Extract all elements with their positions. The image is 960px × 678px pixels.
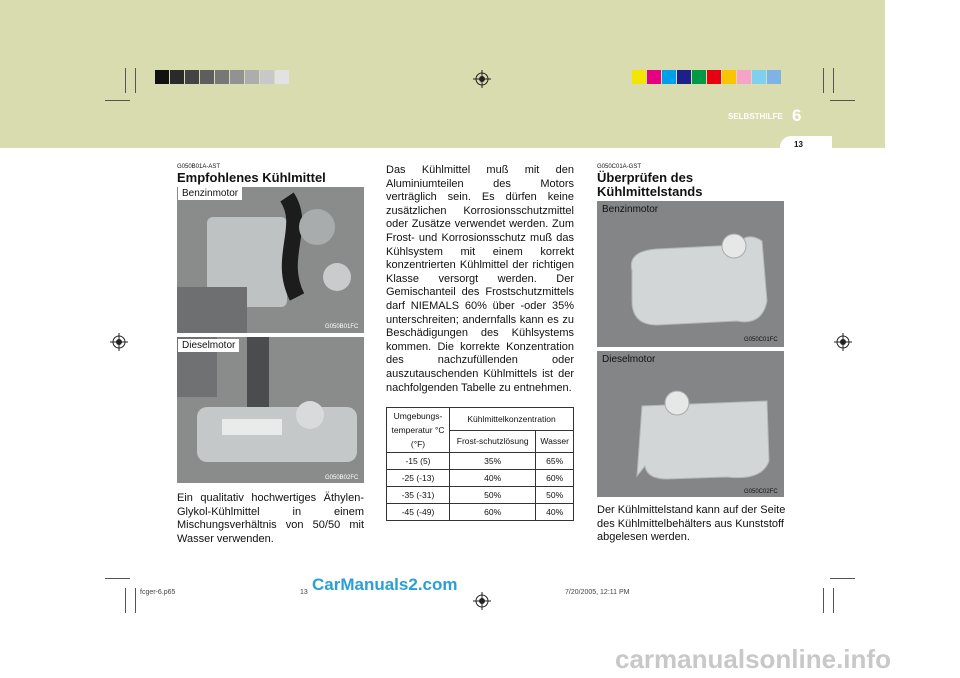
section-title-left: Empfohlenes Kühlmittel <box>177 170 326 185</box>
grey-swatch <box>230 70 244 84</box>
grey-swatch <box>170 70 184 84</box>
color-swatch <box>692 70 706 84</box>
photo-code-diesel: G050B02FC <box>325 475 359 481</box>
table-cell-temp: -45 (-49) <box>387 504 450 521</box>
table-row <box>387 487 574 504</box>
photo-label-diesel: Dieselmotor <box>178 339 239 352</box>
photo-label-petrol: Benzinmotor <box>178 187 242 200</box>
footer-page: 13 <box>300 589 308 596</box>
coolant-concentration-table <box>386 407 574 521</box>
paragraph-left: Ein qualitativ hochwertiges Äthylen-Glykol-Kühlmittel in einem Mischungsverhältnis von 50/50 mit Wasser verwenden. <box>177 492 364 545</box>
paragraph-right: Der Kühlmittelstand kann auf der Seite des Kühlmittelbehälters aus Kunststoff abgelesen werden. <box>597 504 786 544</box>
grey-swatch <box>215 70 229 84</box>
registration-crosshair-top <box>473 70 491 93</box>
color-swatch <box>707 70 721 84</box>
table-cell-antifreeze: 35% <box>450 453 536 470</box>
watermark-logo: CarManuals2.com <box>312 575 458 594</box>
table-cell-water: 65% <box>536 453 574 470</box>
footer-date: 7/20/2005, 12:11 PM <box>565 589 630 596</box>
table-header-water: Wasser <box>536 430 574 453</box>
section-code-right: G050C01A-GST <box>597 164 642 170</box>
table-cell-temp: -25 (-13) <box>387 470 450 487</box>
color-swatch <box>752 70 766 84</box>
table-cell-antifreeze: 60% <box>450 504 536 521</box>
reservoir-photo-diesel <box>597 351 784 497</box>
grey-swatch <box>200 70 214 84</box>
table-cell-water: 50% <box>536 487 574 504</box>
section-label: SELBSTHILFE <box>728 112 783 121</box>
table-cell-temp: -35 (-31) <box>387 487 450 504</box>
color-swatch <box>677 70 691 84</box>
paragraph-middle: Das Kühlmittel muß mit den Aluminiumteilen des Motors verträglich sein. Es dürfen keine zusätzlichen Korrosionsschutzmittel oder Zusätze verwendet werden. Zum Frost- und Korrosionsschutz muß das Kühlsystem mit einem korrekt konzentrierten Kühlmittel der richtigen Klasse versorgt werden. Der Gemischanteil des Frostschutzmittels darf NIEMALS 60% über -oder 35% unterschreiten; andernfalls kann es zu Beschädigungen des Kühlsystems kommen. Die korrekte Konzentration des nachzufüllenden oder auszutauschenden Kühlmittels ist der nachfolgenden Tabelle zu entnehmen. <box>386 164 574 394</box>
table-cell-antifreeze: 40% <box>450 470 536 487</box>
registration-crosshair-bottom <box>473 592 491 615</box>
grey-swatch <box>260 70 274 84</box>
table-cell-water: 40% <box>536 504 574 521</box>
table-cell-antifreeze: 50% <box>450 487 536 504</box>
table-row <box>387 504 574 521</box>
page-number-tab <box>780 136 832 158</box>
section-title-right: Überprüfen des Kühlmittelstands <box>597 170 703 199</box>
page-number: 13 <box>794 140 803 149</box>
site-watermark: carmanualsonline.info <box>615 644 891 674</box>
table-row <box>387 470 574 487</box>
grey-swatch <box>185 70 199 84</box>
section-code-left: G050B01A-AST <box>177 164 221 170</box>
color-swatch <box>722 70 736 84</box>
photo-label-reservoir-petrol: Benzinmotor <box>602 204 659 215</box>
registration-crosshair-right <box>834 333 852 356</box>
table-cell-temp: -15 (5) <box>387 453 450 470</box>
photo-label-reservoir-diesel: Dieselmotor <box>602 354 656 365</box>
photo-code-petrol: G050B01FC <box>325 324 359 330</box>
grey-swatch <box>245 70 259 84</box>
table-header-antifreeze: Frost-schutzlösung <box>450 430 536 453</box>
grey-swatch <box>155 70 169 84</box>
engine-photo-diesel <box>177 337 364 483</box>
color-swatch <box>632 70 646 84</box>
color-swatch <box>737 70 751 84</box>
engine-photo-petrol <box>177 187 364 333</box>
grey-swatch <box>275 70 289 84</box>
reservoir-photo-petrol <box>597 201 784 347</box>
footer-filename: fcger-6.p65 <box>140 589 176 596</box>
table-header-concentration: Kühlmittelkonzentration <box>450 408 574 431</box>
table-header-temperature: Umgebungs-temperatur °C (°F) <box>387 408 450 453</box>
color-swatch <box>767 70 781 84</box>
registration-crosshair-left <box>110 333 128 356</box>
table-cell-water: 60% <box>536 470 574 487</box>
photo-code-reservoir-diesel: G050C02FC <box>744 489 778 495</box>
color-swatch <box>647 70 661 84</box>
table-row <box>387 453 574 470</box>
color-swatch <box>662 70 676 84</box>
photo-code-reservoir-petrol: G050C01FC <box>744 337 778 343</box>
chapter-number: 6 <box>792 106 802 125</box>
